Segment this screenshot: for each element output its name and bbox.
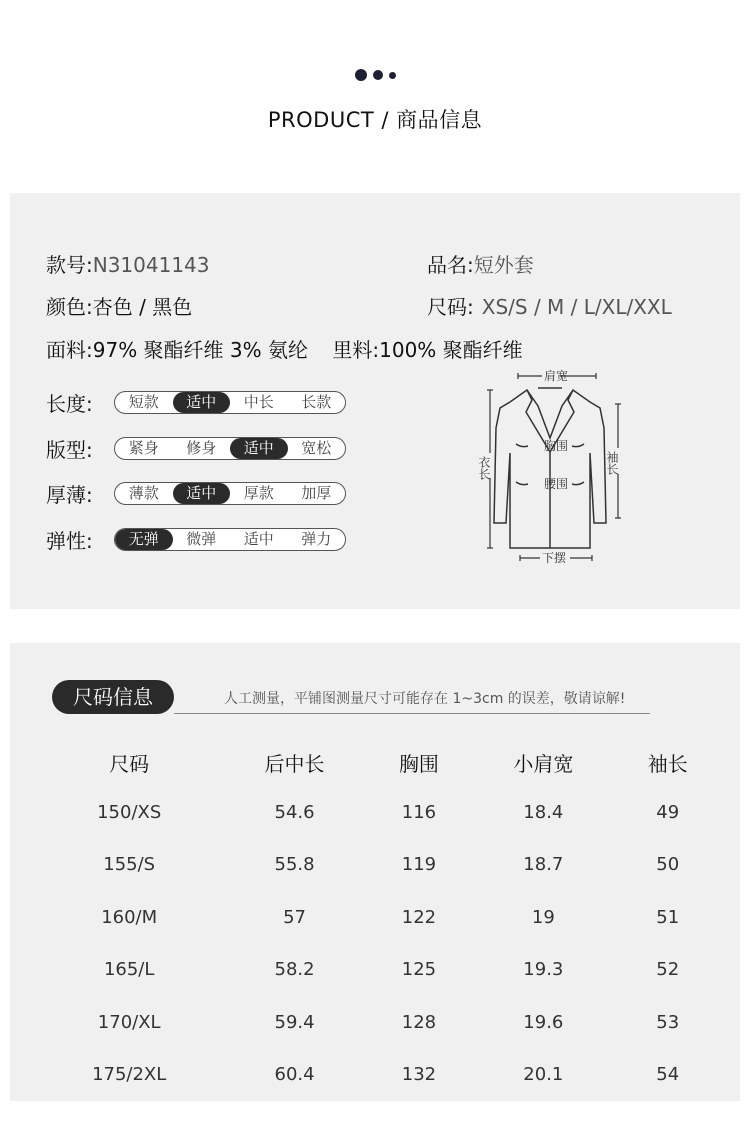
table-cell: 58.2: [274, 959, 315, 981]
table-cell: 51: [656, 906, 680, 928]
product-name-label: 品名:: [427, 253, 474, 277]
chest-mark-left: [516, 444, 528, 447]
option-pill: 弹力: [301, 530, 332, 548]
table-cell: 18.4: [523, 801, 564, 823]
table-cell: 53: [656, 1011, 680, 1033]
table-cell: 116: [401, 801, 437, 823]
shoulder-label: 肩宽: [544, 369, 569, 383]
table-cell: 59.4: [274, 1011, 315, 1033]
table-cell: 170/XL: [97, 1011, 161, 1033]
option-pill-selected: 无弹: [115, 529, 173, 550]
table-cell: 19: [531, 906, 555, 928]
decorative-dots: [0, 69, 750, 81]
column-header: 小肩宽: [513, 751, 574, 776]
table-row: [38, 1049, 718, 1102]
table-cell: 119: [401, 854, 437, 876]
style-number-label: 款号:: [46, 253, 93, 277]
measurement-note: 人工测量，平铺图测量尺寸可能存在 1~3cm 的误差，敬请谅解!: [224, 691, 626, 707]
table-cell: 125: [401, 959, 437, 981]
option-pill: 微弹: [186, 530, 217, 548]
section-title: PRODUCT / 商品信息: [267, 108, 483, 132]
dot-icon: [389, 72, 396, 79]
table-header-row: [38, 738, 718, 786]
option-pill: 长款: [301, 393, 332, 411]
size-value: XS/S / M / L/XL/XXL: [481, 295, 672, 319]
lining-label: 里料:: [332, 338, 380, 362]
table-cell: 55.8: [274, 854, 315, 876]
table-cell: 160/M: [101, 906, 158, 928]
fabric-row: [46, 334, 523, 363]
option-pill: 厚款: [243, 484, 274, 502]
style-number-row: [46, 249, 210, 278]
table-row: [38, 839, 718, 892]
table-cell: 175/2XL: [92, 1064, 167, 1086]
table-cell: 150/XS: [97, 801, 162, 823]
dot-icon: [355, 69, 367, 81]
chest-mark-right: [572, 444, 584, 447]
color-value: 杏色 / 黑色: [92, 295, 193, 319]
color-row: [46, 291, 192, 320]
fabric-value: 97% 聚酯纤维 3% 氨纶: [92, 338, 309, 362]
option-pill: 紧身: [128, 439, 159, 457]
table-cell: 155/S: [103, 854, 156, 876]
table-cell: 165/L: [103, 959, 155, 981]
column-header: 后中长: [264, 751, 325, 776]
pill-group: [114, 437, 346, 460]
option-pill: 适中: [243, 530, 274, 548]
table-cell: 60.4: [274, 1064, 315, 1086]
size-row: [427, 291, 672, 320]
product-name-value: 短外套: [473, 253, 534, 277]
table-cell: 19.3: [523, 959, 564, 981]
table-row: [38, 944, 718, 997]
waist-mark-left: [516, 482, 528, 485]
option-pill-selected: 适中: [173, 392, 231, 413]
option-pill: 修身: [186, 439, 217, 457]
dot-icon: [373, 70, 383, 80]
product-name-row: [427, 249, 534, 278]
attribute-label: 弹性:: [46, 529, 93, 553]
table-cell: 132: [401, 1064, 437, 1086]
table-cell: 18.7: [523, 854, 564, 876]
table-cell: 50: [656, 854, 680, 876]
table-row: [38, 891, 718, 944]
waist-mark-right: [572, 482, 584, 485]
column-header: 胸围: [398, 751, 439, 776]
chest-label: 胸围: [544, 439, 569, 453]
table-cell: 49: [656, 801, 680, 823]
attribute-fit: [46, 434, 346, 463]
table-cell: 19.6: [523, 1011, 564, 1033]
column-header: 尺码: [109, 751, 150, 776]
table-row: [38, 996, 718, 1049]
table-cell: 122: [401, 906, 437, 928]
table-cell: 52: [656, 959, 680, 981]
option-pill-selected: 适中: [230, 438, 288, 459]
attribute-label: 厚薄:: [46, 483, 93, 507]
table-cell: 54.6: [274, 801, 315, 823]
style-number-value: N31041143: [92, 253, 210, 277]
size-chart-panel: [10, 643, 740, 1101]
color-label: 颜色:: [46, 295, 93, 319]
pill-group: [114, 482, 346, 505]
sleeve-label: 袖长: [605, 451, 619, 475]
option-pill: 宽松: [301, 439, 332, 457]
size-label: 尺码:: [427, 295, 474, 319]
pill-group: [114, 391, 346, 414]
attribute-length: [46, 388, 346, 417]
divider: [174, 713, 650, 714]
pill-group: [114, 528, 346, 551]
attribute-thickness: [46, 479, 346, 508]
fabric-label: 面料:: [46, 338, 93, 362]
attribute-label: 长度:: [46, 392, 93, 416]
table-cell: 54: [656, 1064, 680, 1086]
option-pill: 加厚: [301, 484, 332, 502]
table-cell: 20.1: [523, 1064, 564, 1086]
attribute-elasticity: [46, 525, 346, 554]
column-header: 袖长: [647, 751, 688, 776]
hem-label: 下摆: [542, 551, 567, 565]
option-pill: 短款: [128, 393, 159, 411]
waist-label: 腰围: [544, 477, 569, 491]
lining-value: 100% 聚酯纤维: [379, 338, 523, 362]
product-info-panel: [10, 193, 740, 609]
option-pill: 中长: [243, 393, 274, 411]
length-label: 衣长: [477, 456, 491, 480]
table-cell: 128: [401, 1011, 437, 1033]
table-row: [38, 786, 718, 839]
option-pill-selected: 适中: [173, 483, 231, 504]
option-pill: 薄款: [128, 484, 159, 502]
table-cell: 57: [283, 906, 306, 928]
size-info-tag: 尺码信息: [52, 680, 174, 714]
size-table: [38, 738, 718, 1101]
attribute-label: 版型:: [46, 438, 93, 462]
coat-measurement-diagram: [470, 368, 630, 578]
